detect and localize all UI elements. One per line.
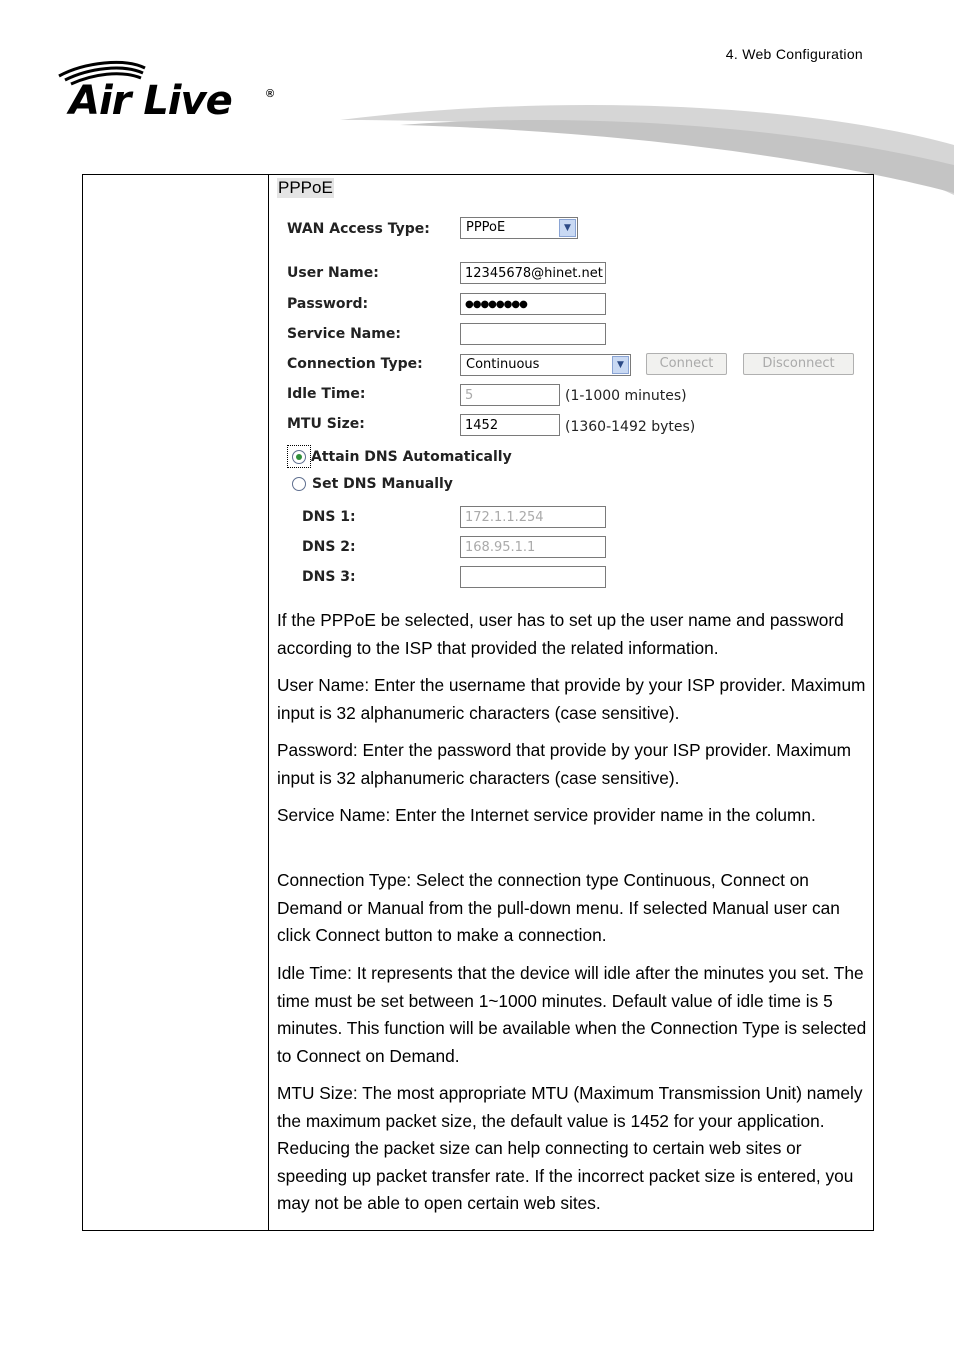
connection-type-value: Continuous bbox=[466, 357, 540, 372]
connection-type-select[interactable] bbox=[460, 354, 631, 376]
dns2-input[interactable]: 168.95.1.1 bbox=[460, 536, 606, 558]
desc-mtu-size: MTU Size: The most appropriate MTU (Maximum Transmission Unit) namely the maximum packet size, the default value is 1452 for your application. Reducing the packet size can help connecting to certain web sites or speeding up packet transfer rate. If the incorrect packet size is entered, you may not be able to open certain web sites. bbox=[277, 1083, 863, 1214]
idle-time-note: (1-1000 minutes) bbox=[565, 388, 687, 404]
dns1-label: DNS 1: bbox=[302, 509, 356, 525]
connect-button[interactable]: Connect bbox=[646, 353, 727, 375]
registered-mark: ® bbox=[266, 88, 275, 100]
dns2-label: DNS 2: bbox=[302, 539, 356, 555]
logo-text: Air Live bbox=[69, 78, 232, 124]
chevron-down-icon: ▼ bbox=[612, 356, 629, 374]
desc-connection-type: Connection Type: Select the connection type Continuous, Connect on Demand or Manual from the pull-down menu. If selected Manual user can click Connect button to make a connection. bbox=[277, 870, 840, 946]
pppoe-settings-screenshot bbox=[269, 213, 873, 598]
dns3-label: DNS 3: bbox=[302, 569, 356, 585]
chevron-down-icon: ▼ bbox=[559, 219, 576, 237]
mtu-size-label: MTU Size: bbox=[287, 416, 365, 432]
mtu-size-input[interactable]: 1452 bbox=[460, 414, 560, 436]
table-right-column bbox=[269, 175, 873, 1230]
wan-access-type-select[interactable] bbox=[460, 217, 578, 239]
desc-idle-time: Idle Time: It represents that the device will idle after the minutes you set. The time must be set between 1~1000 minutes. Default value of idle time is 5 minutes. This function will be available when the Connection Type is selected to Connect on Demand. bbox=[277, 963, 867, 1066]
disconnect-button[interactable]: Disconnect bbox=[743, 353, 854, 375]
dns-auto-radio[interactable] bbox=[292, 450, 306, 464]
section-title: PPPoE bbox=[278, 178, 333, 197]
dns-manual-label: Set DNS Manually bbox=[312, 476, 453, 492]
airlive-logo bbox=[55, 60, 280, 130]
connection-type-label: Connection Type: bbox=[287, 356, 423, 372]
table-left-column bbox=[83, 175, 269, 1230]
dns-auto-label: Attain DNS Automatically bbox=[311, 449, 512, 465]
password-label: Password: bbox=[287, 296, 369, 312]
dns3-input[interactable] bbox=[460, 566, 606, 588]
desc-user-name: User Name: Enter the username that provide by your ISP provider. Maximum input is 32 alphanumeric characters (case sensitive). bbox=[277, 675, 866, 723]
idle-time-label: Idle Time: bbox=[287, 386, 366, 402]
mtu-size-note: (1360-1492 bytes) bbox=[565, 419, 696, 435]
desc-service-name: Service Name: Enter the Internet service provider name in the column. bbox=[277, 805, 816, 825]
password-input[interactable]: ●●●●●●●● bbox=[460, 293, 606, 315]
radio-selected-dot bbox=[296, 454, 302, 460]
idle-time-input[interactable]: 5 bbox=[460, 384, 560, 406]
service-name-label: Service Name: bbox=[287, 326, 401, 342]
chapter-header: 4. Web Configuration bbox=[725, 46, 863, 62]
user-name-input[interactable]: 12345678@hinet.net bbox=[460, 262, 606, 284]
dns1-input[interactable]: 172.1.1.254 bbox=[460, 506, 606, 528]
dns-manual-radio[interactable] bbox=[292, 477, 306, 491]
wan-access-type-label: WAN Access Type: bbox=[287, 221, 430, 237]
user-name-label: User Name: bbox=[287, 265, 379, 281]
wan-access-type-value: PPPoE bbox=[466, 220, 506, 235]
service-name-input[interactable] bbox=[460, 323, 606, 345]
content-table bbox=[82, 174, 874, 1231]
desc-password: Password: Enter the password that provide by your ISP provider. Maximum input is 32 alphanumeric characters (case sensitive). bbox=[277, 740, 852, 788]
desc-pppoe-intro: If the PPPoE be selected, user has to set up the user name and password according to the ISP that provided the related information. bbox=[277, 610, 844, 658]
